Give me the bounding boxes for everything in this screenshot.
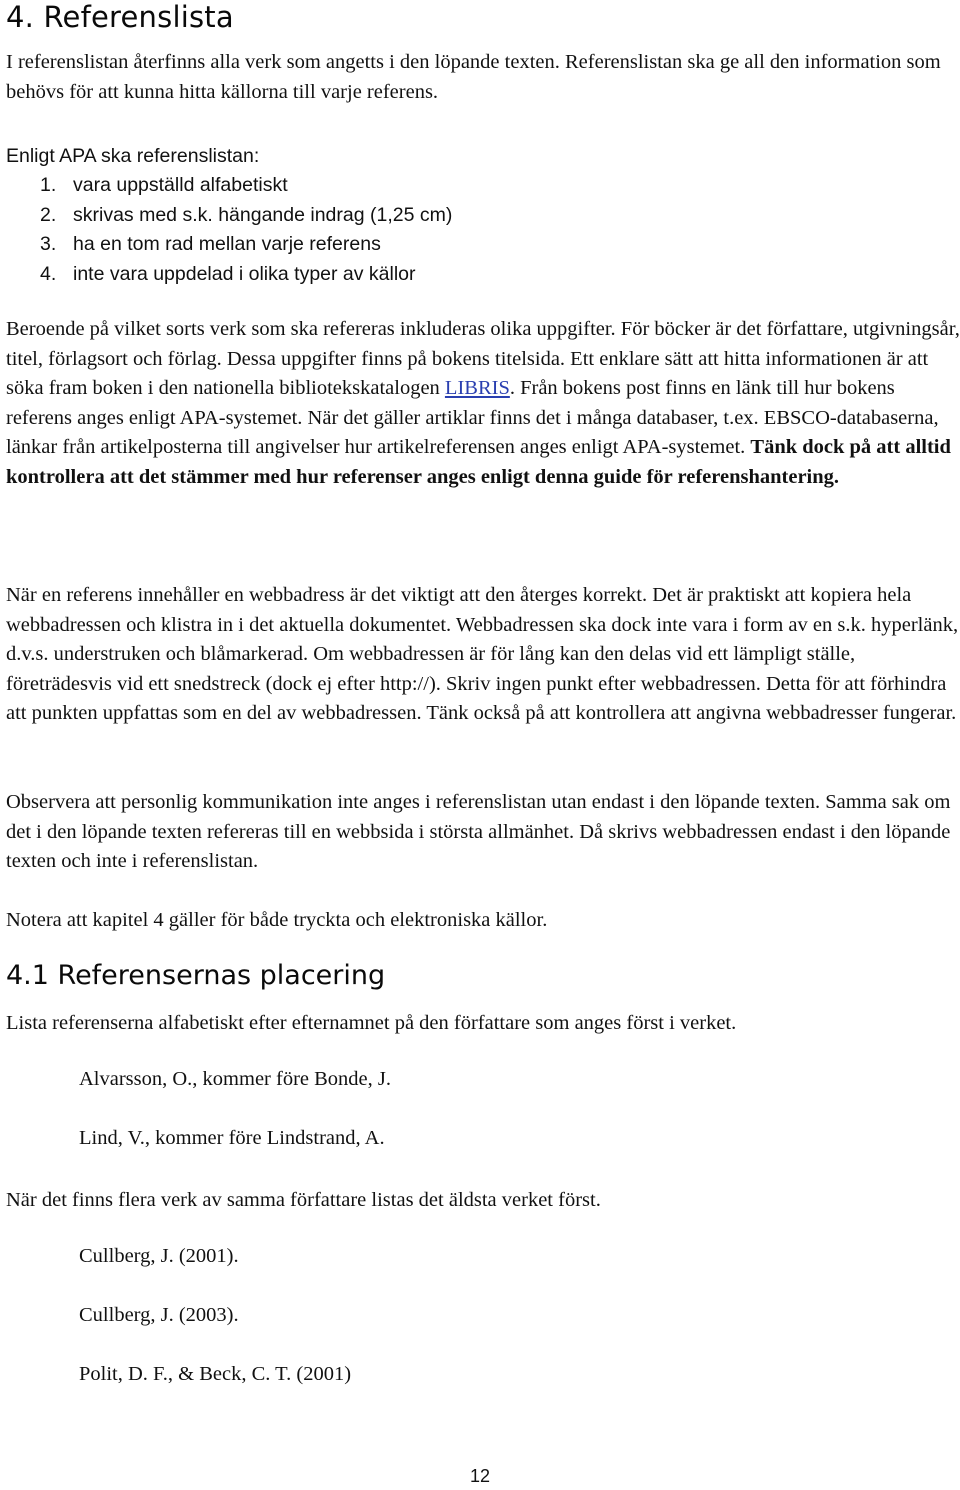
list-item: 3. ha en tom rad mellan varje referens <box>40 233 381 256</box>
example-reference: Cullberg, J. (2003). <box>79 1304 239 1326</box>
list-intro: Enligt APA ska referenslistan: <box>6 145 260 167</box>
same-author-paragraph: När det finns flera verk av samma författare listas det äldsta verket först. <box>6 1189 601 1211</box>
libris-link[interactable]: LIBRIS <box>444 377 510 400</box>
section-heading: 4.1 Referensernas placering <box>6 960 386 991</box>
list-item: 1. vara uppställd alfabetiskt <box>40 174 288 196</box>
example-reference: Alvarsson, O., kommer före Bonde, J. <box>79 1068 392 1090</box>
details-paragraph: Beroende på vilket sorts verk som ska refereras inkluderas olika uppgifter. För böcker är det författare, utgivningsår, titel, förlagsort och förlag. Dessa uppgifter finns på bokens titelsida. Ett enklare sätt att hitta informationen är att söka fram boken i den nationella bibliotekskatalogen LIBRIS. Från bokens post finns en länk till hur bokens referens anges enligt APA-systemet. När det gäller artiklar finns det i många databaser, t.ex. EBSCO-databaserna, länkar från artikelposterna till angivelser hur artikelreferensen anges enligt APA-systemet. Tänk dock på att alltid kontrollera att det stämmer med hur referenser anges enligt denna guide för referenshantering. <box>6 318 960 488</box>
example-reference: Lind, V., kommer före Lindstrand, A. <box>79 1127 385 1149</box>
alphabetical-paragraph: Lista referenserna alfabetiskt efter efternamnet på den författare som anges först i verket. <box>6 1012 737 1034</box>
page-number: 12 <box>469 1466 491 1486</box>
page-title: 4. Referenslista <box>6 0 234 34</box>
chapter-note: Notera att kapitel 4 gäller för både tryckta och elektroniska källor. <box>6 909 548 931</box>
intro-paragraph: I referenslistan återfinns alla verk som angetts i den löpande texten. Referenslistan ska ge all den information som behövs för att kunna hitta källorna till varje referens. <box>6 51 941 103</box>
list-item: 2. skrivas med s.k. hängande indrag (1,25 cm) <box>40 203 453 226</box>
example-reference: Cullberg, J. (2001). <box>79 1245 239 1267</box>
bold-notice: Tänk dock på att alltid kontrollera att det stämmer med hur referenser anges enligt denna guide för referenshantering. <box>6 436 951 488</box>
personal-communication-paragraph: Observera att personlig kommunikation inte anges i referenslistan utan endast i den löpande texten. Samma sak om det i den löpande texten refereras till en webbsida i största allmänhet. Då skrivs webbadressen endast i den löpande texten och inte i referenslistan. <box>6 791 951 873</box>
example-reference: Polit, D. F., & Beck, C. T. (2001) <box>79 1363 352 1385</box>
list-item: 4. inte vara uppdelad i olika typer av källor <box>40 262 416 285</box>
web-address-paragraph: När en referens innehåller en webbadress är det viktigt att den återges korrekt. Det är praktiskt att kopiera hela webbadressen och klistra in i det aktuella dokumentet. Webbadressen ska dock inte vara i form av en s.k. hyperlänk, d.v.s. understruken och blåmarkerad. Om webbadressen är för lång kan den delas vid ett lämpligt ställe, företrädesvis vid ett snedstreck (dock ej efter http://). Skriv ingen punkt efter webbadressen. Detta för att förhindra att punkten uppfattas som en del av webbadressen. Tänk också på att kontrollera att angivna webbadresser fungerar. <box>6 584 959 725</box>
apa-rules-list <box>40 171 452 289</box>
